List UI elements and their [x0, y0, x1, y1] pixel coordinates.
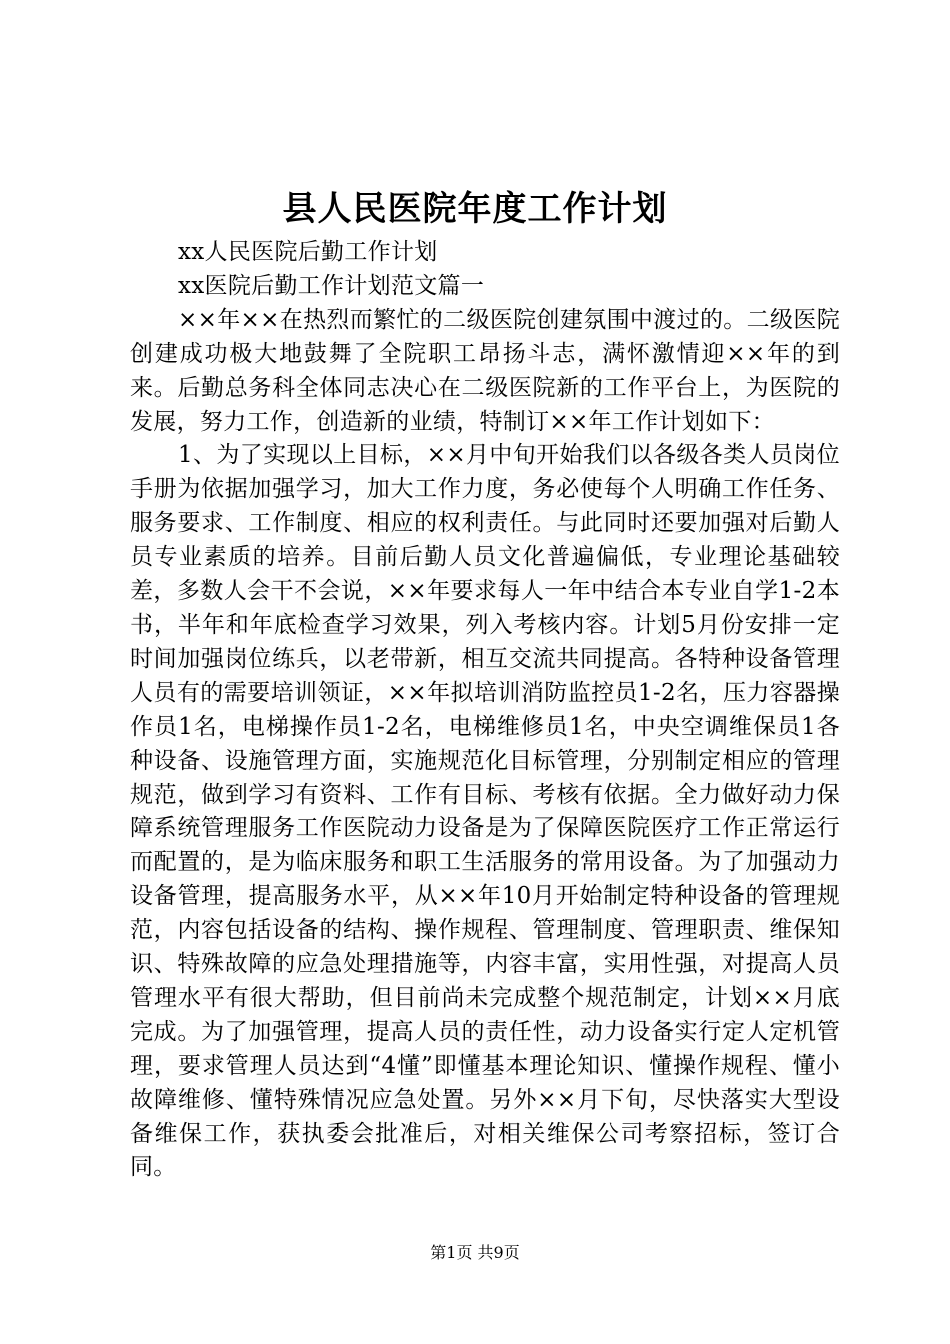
subtitle-line: xx医院后勤工作计划范文篇一	[178, 272, 485, 299]
document-body	[130, 236, 840, 1185]
page-footer: 第1页 共9页	[430, 1243, 520, 1262]
body-paragraph: 1、为了实现以上目标，××月中旬开始我们以各级各类人员岗位手册为依据加强学习，加大工作力度，务必使每个人明确工作任务、服务要求、工作制度、相应的权利责任。与此同时还要加强对后勤人员专业素质的培养。目前后勤人员文化普遍偏低，专业理论基础较差，多数人会干不会说，××年要求每人一年中结合本专业自学1-2本书，半年和年底检查学习效果，列入考核内容。计划5月份安排一定时间加强岗位练兵，以老带新，相互交流共同提高。各特种设备管理人员有的需要培训领证，××年拟培训消防监控员1-2名，压力容器操作员1名，电梯操作员1-2名，电梯维修员1名，中央空调维保员1各种设备、设施管理方面，实施规范化目标管理，分别制定相应的管理规范，做到学习有资料、工作有目标、考核有依据。全力做好动力保障系统管理服务工作医院动力设备是为了保障医院医疗工作正常运行而配置的，是为临床服务和职工生活服务的常用设备。为了加强动力设备管理，提高服务水平，从××年10月开始制定特种设备的管理规范，内容包括设备的结构、操作规程、管理制度、管理职责、维保知识、特殊故障的应急处理措施等，内容丰富，实用性强，对提高人员管理水平有很大帮助，但目前尚未完成整个规范制定，计划××月底完成。为了加强管理，提高人员的责任性，动力设备实行定人定机管理，要求管理人员达到“4懂”即懂基本理论知识、懂操作规程、懂小故障维修、懂特殊情况应急处置。另外××月下旬，尽快落实大型设备维保工作，获执委会批准后，对相关维保公司考察招标，签订合同。	[130, 442, 840, 1181]
document-title: 县人民医院年度工作计划	[282, 189, 668, 229]
subtitle-line: xx人民医院后勤工作计划	[178, 239, 438, 265]
body-paragraph: ××年××在热烈而繁忙的二级医院创建氛围中渡过的。二级医院创建成功极大地鼓舞了全院职工昂扬斗志，满怀激情迎××年的到来。后勤总务科全体同志决心在二级医院新的工作平台上，为医院的发展，努力工作，创造新的业绩，特制订××年工作计划如下：	[130, 306, 840, 435]
